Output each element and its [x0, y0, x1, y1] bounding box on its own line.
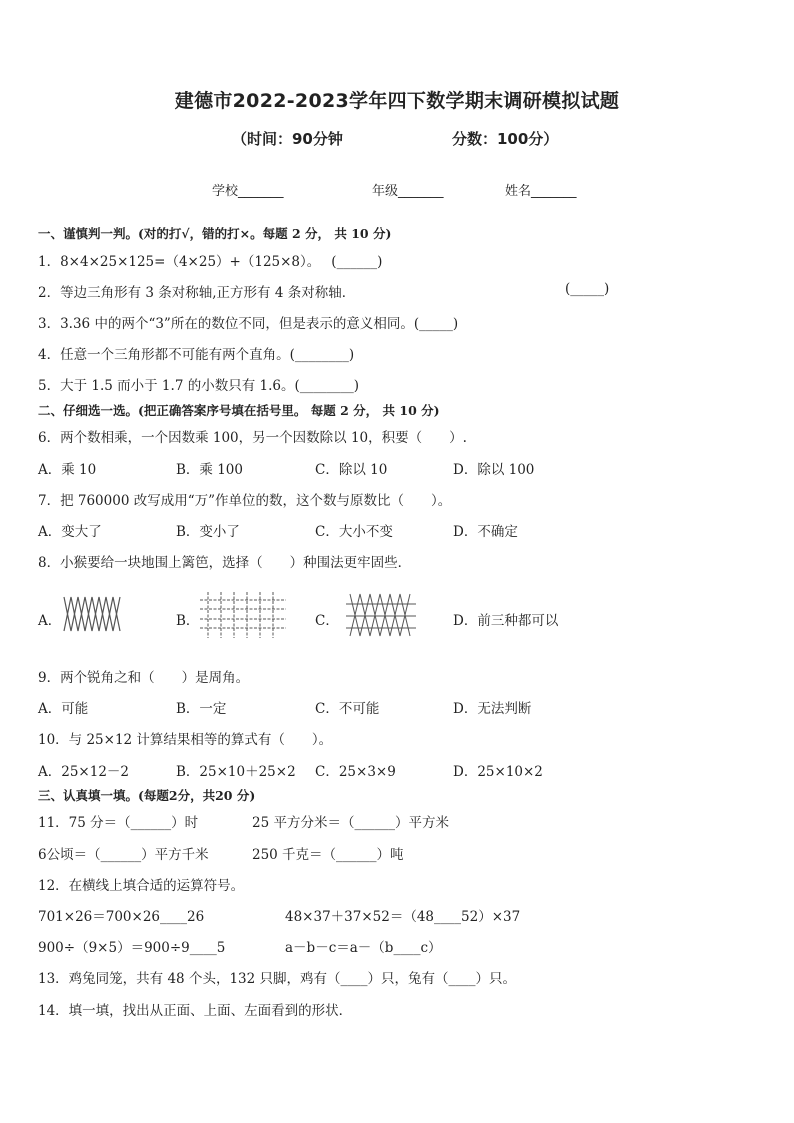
q6-option-c[interactable]: C．除以 10	[315, 462, 388, 478]
q6-option-b[interactable]: B．乘 100	[176, 462, 243, 478]
question-12d: a－b－c＝a－（b____c）	[285, 940, 442, 956]
exam-score: 分数：100分）	[452, 130, 559, 148]
question-11a: 11．75 分＝（______）时	[38, 815, 199, 831]
q9-option-d[interactable]: D．无法判断	[453, 701, 532, 717]
fence-zigzag-figure	[62, 595, 124, 633]
name-field[interactable]: 姓名_______	[505, 184, 577, 199]
question-9: 9．两个锐角之和（ ）是周角。	[38, 670, 250, 686]
q8-option-d[interactable]: D．前三种都可以	[453, 613, 559, 629]
question-2: 2．等边三角形有 3 条对称轴,正方形有 4 条对称轴．	[38, 285, 356, 301]
question-7: 7．把 760000 改写成用“万”作单位的数，这个数与原数比（ ）。	[38, 493, 452, 509]
section-3-heading: 三、认真填一填。(每题2分，共20 分)	[38, 788, 256, 803]
q6-option-a[interactable]: A．乘 10	[38, 462, 97, 478]
q7-option-a[interactable]: A．变大了	[38, 524, 102, 540]
section-2-heading: 二、仔细选一选。(把正确答案序号填在括号里。 每题 2 分， 共 10 分)	[38, 403, 440, 418]
q10-option-a[interactable]: A．25×12－2	[38, 764, 130, 780]
school-field[interactable]: 学校_______	[212, 184, 284, 199]
q9-option-c[interactable]: C．不可能	[315, 701, 380, 717]
question-11b: 25 平方分米＝（______）平方米	[252, 815, 449, 831]
q9-option-b[interactable]: B．一定	[176, 701, 227, 717]
question-12b: 48×37＋37×52＝（48____52）×37	[285, 909, 521, 925]
q8-option-b[interactable]: B．	[176, 613, 200, 629]
fence-cross-figure	[344, 592, 418, 638]
q10-option-b[interactable]: B．25×10＋25×2	[176, 764, 296, 780]
q10-option-d[interactable]: D．25×10×2	[453, 764, 543, 780]
q7-option-c[interactable]: C．大小不变	[315, 524, 393, 540]
page-title: 建德市2022-2023学年四下数学期末调研模拟试题	[174, 90, 620, 112]
q9-option-a[interactable]: A．可能	[38, 701, 89, 717]
question-8: 8．小猴要给一块地围上篱笆，选择（ ）种围法更牢固些．	[38, 555, 412, 571]
q6-option-d[interactable]: D．除以 100	[453, 462, 535, 478]
q10-option-c[interactable]: C．25×3×9	[315, 764, 396, 780]
question-4: 4．任意一个三角形都不可能有两个直角。(________)	[38, 347, 355, 363]
question-12c: 900÷（9×5）＝900÷9____5	[38, 940, 226, 956]
question-10: 10．与 25×12 计算结果相等的算式有（ ）。	[38, 732, 333, 748]
q8-option-a[interactable]: A．	[38, 613, 62, 629]
fence-grid-figure	[200, 592, 286, 638]
q8-option-c[interactable]: C．	[315, 613, 339, 629]
grade-field[interactable]: 年级_______	[372, 184, 444, 199]
question-14: 14．填一填，找出从正面、上面、左面看到的形状．	[38, 1003, 353, 1019]
question-3: 3．3.36 中的两个“3”所在的数位不同，但是表示的意义相同。(_____)	[38, 316, 459, 332]
question-13: 13．鸡兔同笼，共有 48 个头，132 只脚，鸡有（____）只，兔有（____）只。	[38, 971, 516, 987]
question-2-blank[interactable]: (_____)	[565, 281, 610, 297]
q7-option-d[interactable]: D．不确定	[453, 524, 518, 540]
question-6: 6．两个数相乘，一个因数乘 100，另一个因数除以 10，积要（ ）.	[38, 430, 467, 446]
exam-time: （时间：90分钟	[232, 130, 343, 148]
question-12a: 701×26＝700×26____26	[38, 909, 205, 925]
question-11d: 250 千克＝（______）吨	[252, 847, 404, 863]
q7-option-b[interactable]: B．变小了	[176, 524, 240, 540]
question-5: 5．大于 1.5 而小于 1.7 的小数只有 1.6。(________)	[38, 378, 359, 394]
section-1-heading: 一、谨慎判一判。(对的打√，错的打×。每题 2 分， 共 10 分)	[38, 226, 392, 241]
question-1: 1．8×4×25×125=（4×25）+（125×8）。 (______)	[38, 254, 383, 270]
question-11c: 6公顷＝（______）平方千米	[38, 847, 209, 863]
question-12: 12．在横线上填合适的运算符号。	[38, 878, 245, 894]
